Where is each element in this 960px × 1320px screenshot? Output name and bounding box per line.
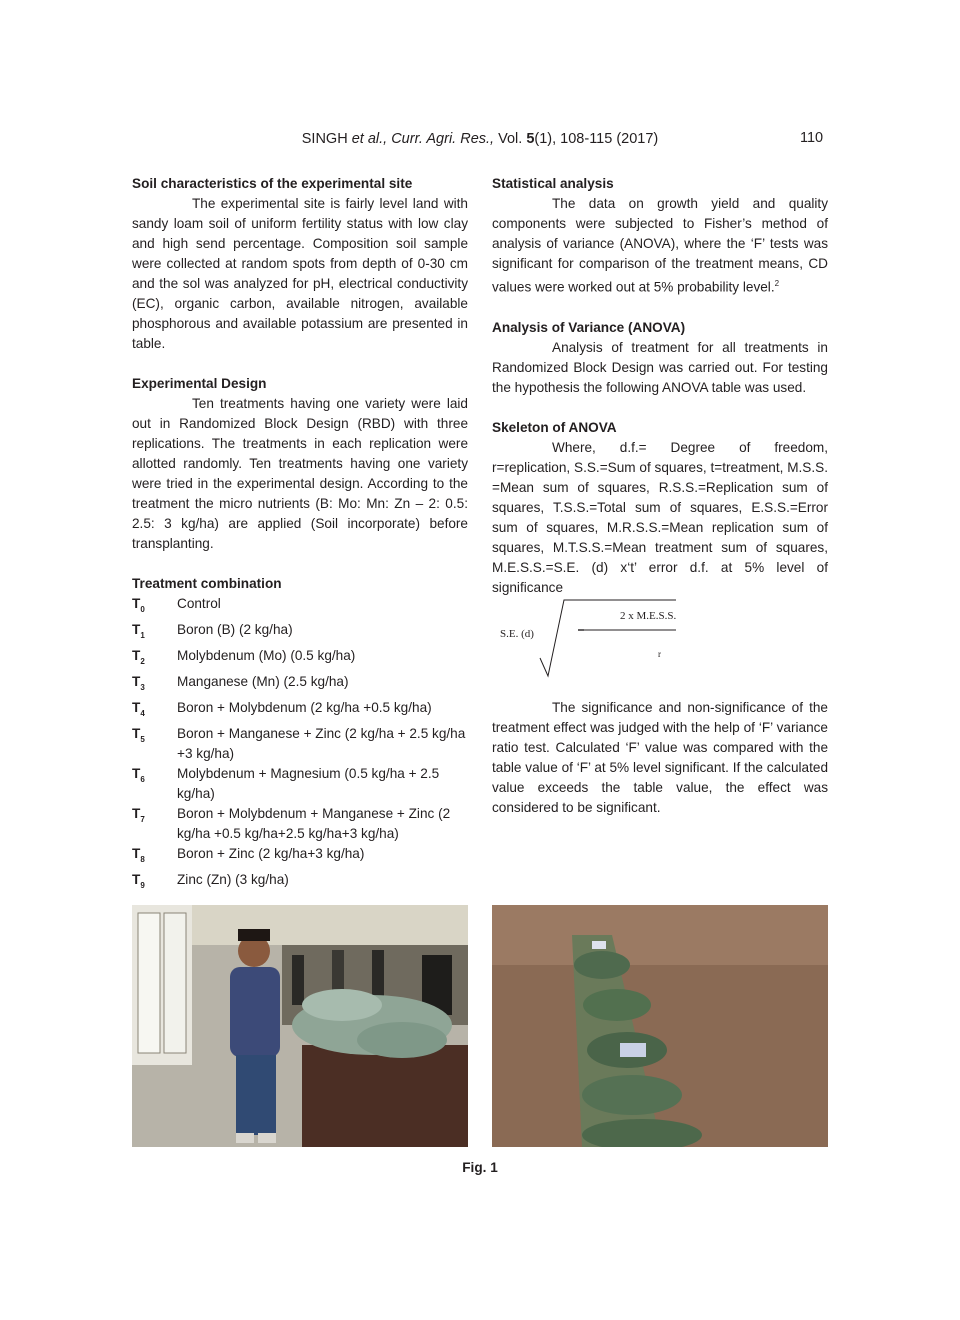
list-item: $T_0$ Control — [132, 596, 221, 614]
skeleton-paragraph: Where, d.f.= Degree of freedom, r=replication, S.S.=Sum of squares, t=treatment, M.S.S. =Mean sum of squares, R.S.S.=Replication sum of squares, T.S.S.=Total sum of squares, E.S.S.=Error sum of squares, M.R.S.S.=Mean replication sum of squares, M.T.S.S.=Mean treatment sum of squares, M.E.S.S.=S.E. (d) x‘t’ error d.f. at 5% level of significance — [492, 439, 828, 595]
list-item: $T_4$ Boron + Molybdenum (2 kg/ha +0.5 kg/ha) — [132, 700, 432, 718]
photo-lab — [132, 905, 468, 1147]
reference-superscript: 2 — [774, 279, 780, 288]
running-header — [0, 128, 960, 152]
soil-paragraph: The experimental site is fairly level land with sandy loam soil of uniform fertility status with low clay and high send percentage. Composition soil sample were collected at random spots from depth of 0-30 cm and the sol was analyzed for pH, electrical conductivity (EC), organic carbon, available nitrogen, available phosphorous and available potassium are presented in table. — [132, 196, 468, 351]
list-item: $T_1$ Boron (B) (2 kg/ha) — [132, 622, 293, 640]
list-item: $T_3$ Manganese (Mn) (2.5 kg/ha) — [132, 674, 349, 692]
formula-denominator: r — [658, 648, 661, 659]
list-item: $T_6$ Molybdenum + Magnesium (0.5 kg/ha + 2.5 kg/ha) — [132, 766, 440, 801]
header-author: SINGH — [301, 131, 348, 147]
stat-paragraph: The data on growth yield and quality components were subjected to Fisher’s method of analysis of variance (ANOVA), where the ‘F’ tests was significant for comparison of the treatment means, CD values were worked out at 5% probability level.$^2$ — [492, 196, 828, 295]
skeleton-heading: Skeleton of ANOVA — [492, 419, 617, 435]
header-etal: et al., — [347, 131, 392, 147]
right-column — [492, 174, 828, 818]
header-journal: Curr. Agri. Res., — [391, 131, 495, 147]
treatment-heading: Treatment combination — [132, 576, 282, 591]
header-vol-prefix: Vol. — [494, 131, 527, 147]
left-column — [132, 174, 468, 896]
list-item: $T_8$ Boron + Zinc (2 kg/ha+3 kg/ha) — [132, 846, 365, 864]
page-number: 110 — [800, 130, 824, 146]
photo-field — [492, 905, 828, 1147]
list-item: $T_5$ Boron + Manganese + Zinc (2 kg/ha + 2.5 kg/ha +3 kg/ha) — [132, 726, 466, 761]
anova-heading: Analysis of Variance (ANOVA) — [492, 319, 686, 335]
anova-paragraph: Analysis of treatment for all treatments in Randomized Block Design was carried out. For testing the hypothesis the following ANOVA table was used. — [492, 339, 828, 395]
header-issue: (1), 108-115 (2017) — [534, 131, 659, 147]
significance-paragraph: The significance and non-significance of the treatment effect was judged with the help of ‘F’ variance ratio test. Calculated ‘F’ value was compared with the table value of ‘F’ at 5% level significant. If the calculated value exceeds the table value, the effect was considered to be significant. — [492, 699, 828, 815]
list-item: $T_7$ Boron + Molybdenum + Manganese + Zinc (2 kg/ha +0.5 kg/ha+2.5 kg/ha+3 kg/ha) — [132, 806, 451, 841]
stat-heading: Statistical analysis — [492, 176, 614, 191]
se-formula — [492, 598, 828, 698]
soil-heading: Soil characteristics of the experimental site — [132, 176, 413, 191]
header-volume: 5 — [526, 131, 535, 147]
treatment-list — [132, 594, 468, 896]
design-heading: Experimental Design — [132, 376, 267, 391]
figure-caption: Fig. 1 — [462, 1160, 498, 1175]
list-item: $T_2$ Molybdenum (Mo) (0.5 kg/ha) — [132, 648, 356, 666]
list-item: $T_9$ Zinc (Zn) (3 kg/ha) — [132, 872, 289, 890]
design-paragraph: Ten treatments having one variety were laid out in Randomized Block Design (RBD) with three replications. The treatments in each replication were allotted randomly. Ten treatments having one variety were tried in the experimental design. According to the treatment the micro nutrients (B: Mo: Mn: Zn – 2: 0.5: 2.5: 3 kg/ha) are applied (Soil incorporate) before transplanting. — [132, 396, 468, 551]
formula-lhs: S.E. (d) — [500, 627, 534, 640]
formula-numerator: 2 x M.E.S.S. — [620, 609, 677, 622]
